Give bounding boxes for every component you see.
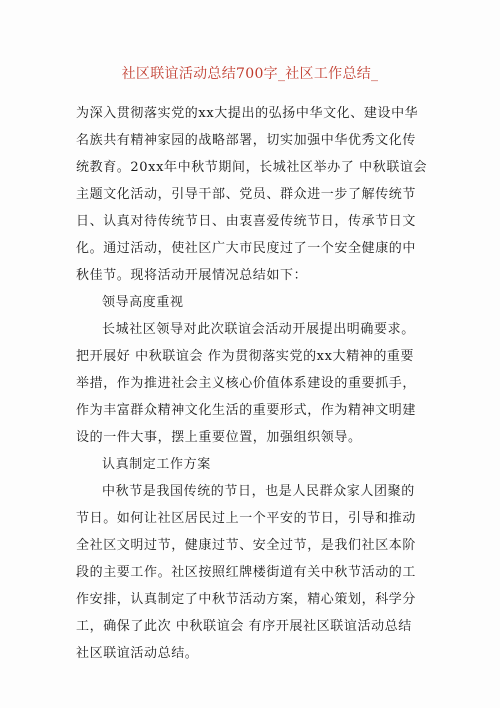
text-line: 日、认真对待传统节日、由衷喜爱传统节日，传承节日文 — [76, 214, 417, 229]
document-title: 社区联谊活动总结700字_社区工作总结_ — [121, 66, 379, 82]
text-line: 名族共有精神家园的战略部署，切实加强中华优秀文化传 — [76, 133, 417, 148]
text-line: 认真制定工作方案 — [102, 457, 211, 472]
text-line: 主题文化活动，引导干部、党员、群众进一步了解传统节 — [76, 187, 417, 202]
text-line: 统教育。20xx年中秋节期间，长城社区举办了 中秋联谊会 — [76, 160, 428, 175]
text-line: 全社区文明过节，健康过节、安全过节，是我们社区本阶 — [76, 538, 417, 553]
text-line: 举措，作为推进社会主义核心价值体系建设的重要抓手， — [76, 376, 417, 391]
text-line: 领导高度重视 — [102, 295, 184, 310]
text-line: 工，确保了此次 中秋联谊会 有序开展社区联谊活动总结 — [76, 619, 412, 634]
text-line: 节日。如何让社区居民过上一个平安的节日，引导和推动 — [76, 511, 417, 526]
text-line: 长城社区领导对此次联谊会活动开展提出明确要求。 — [102, 322, 415, 337]
text-line: 为深入贯彻落实党的xx大提出的弘扬中华文化、建设中华 — [76, 106, 419, 121]
text-line: 秋佳节。现将活动开展情况总结如下： — [76, 268, 308, 283]
text-line: 化。通过活动，使社区广大市民度过了一个安全健康的中 — [76, 241, 417, 256]
text-line: 段的主要工作。社区按照红牌楼街道有关中秋节活动的工 — [76, 565, 417, 580]
text-line: 社区联谊活动总结。 — [76, 646, 199, 661]
text-line: 设的一件大事，摆上重要位置，加强组织领导。 — [76, 430, 362, 445]
document-body — [76, 100, 432, 667]
text-line: 作为丰富群众精神文化生活的重要形式，作为精神文明建 — [76, 403, 417, 418]
text-line: 把开展好 中秋联谊会 作为贯彻落实党的xx大精神的重要 — [76, 349, 415, 364]
text-line: 中秋节是我国传统的节日，也是人民群众家人团聚的 — [102, 484, 415, 499]
text-line: 作安排，认真制定了中秋节活动方案，精心策划，科学分 — [76, 592, 417, 607]
